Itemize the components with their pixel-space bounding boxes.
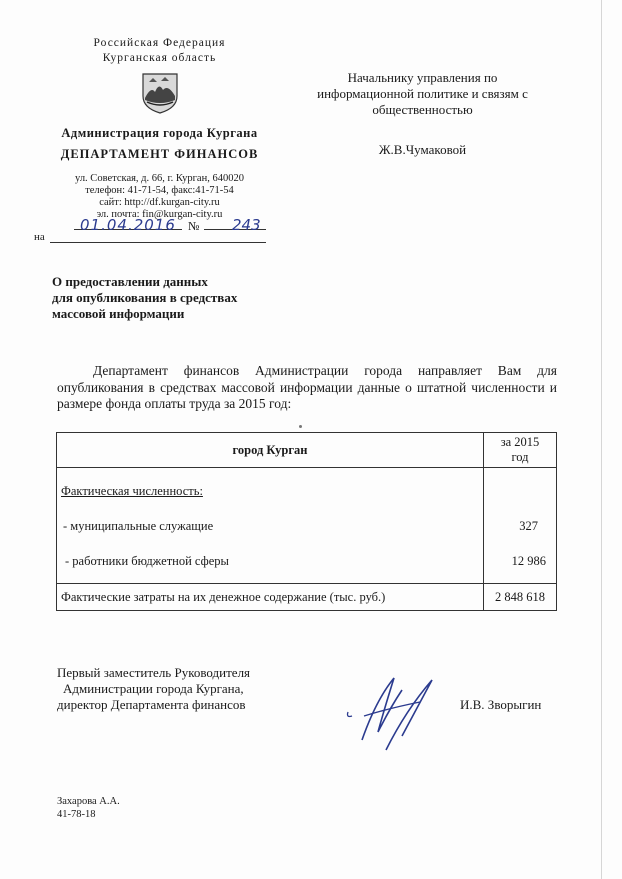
signatory-title bbox=[57, 665, 317, 713]
scan-edge bbox=[601, 0, 602, 879]
reply-underline bbox=[50, 242, 266, 243]
addressee-line-1: Начальнику управления по bbox=[347, 70, 498, 85]
table-total-row bbox=[57, 584, 557, 611]
total-value: 2 848 618 bbox=[484, 584, 557, 611]
signatory-name: И.В. Зворыгин bbox=[460, 697, 542, 712]
handwritten-date: 01.04.2016 bbox=[80, 216, 176, 234]
addressee-line-3: общественностью bbox=[372, 102, 473, 117]
handwritten-number: 243 bbox=[232, 216, 261, 234]
subject-line-1: О предоставлении данных bbox=[52, 274, 208, 289]
header-year-line-1: за 2015 bbox=[500, 435, 540, 449]
number-sign: № bbox=[188, 219, 200, 233]
headcount-cell bbox=[57, 468, 484, 584]
reply-label: на bbox=[34, 231, 45, 243]
row-budget-value: 12 986 bbox=[511, 554, 546, 568]
row-municipal-label: - муниципальные служащие bbox=[63, 519, 214, 533]
region-label: Курганская область bbox=[102, 52, 217, 64]
addressee-line-2: информационной политике и связям с bbox=[317, 86, 528, 101]
subject-block bbox=[52, 274, 292, 322]
email-line: эл. почта: fin@kurgan-city.ru bbox=[96, 209, 223, 220]
table-row bbox=[57, 468, 557, 584]
header-year bbox=[484, 433, 557, 468]
handwritten-signature bbox=[340, 670, 450, 760]
coat-of-arms-icon bbox=[141, 72, 179, 114]
letterhead bbox=[52, 36, 267, 221]
subject-line-3: массовой информации bbox=[52, 306, 185, 321]
table-header-row bbox=[57, 433, 557, 468]
values-cell bbox=[484, 468, 557, 584]
phone-line: телефон: 41-71-54, факс:41-71-54 bbox=[85, 185, 234, 196]
body-paragraph: Департамент финансов Администрации города направляет Вам для опубликования в средствах массовой информации данные о штатной численности и размере фонда оплаты труда за 2015 год: bbox=[57, 363, 557, 411]
scan-speck bbox=[299, 425, 302, 428]
addressee-block bbox=[290, 70, 555, 158]
signatory-line-2: Администрации города Кургана, bbox=[63, 681, 244, 696]
executor-block bbox=[57, 795, 120, 821]
row-budget-label: - работники бюджетной сферы bbox=[65, 554, 229, 568]
subject-line-2: для опубликования в средствах bbox=[52, 290, 238, 305]
signatory-line-1: Первый заместитель Руководителя bbox=[57, 665, 251, 680]
data-table bbox=[56, 432, 557, 611]
signatory-line-3: директор Департамента финансов bbox=[57, 697, 246, 712]
total-label: Фактические затраты на их денежное содержание (тыс. руб.) bbox=[57, 584, 484, 611]
address-line: ул. Советская, д. 66, г. Курган, 640020 bbox=[75, 173, 244, 184]
admin-title: Администрация города Кургана bbox=[61, 126, 258, 140]
row-municipal-value: 327 bbox=[519, 519, 538, 533]
executor-phone: 41-78-18 bbox=[57, 809, 96, 820]
registration-line bbox=[34, 216, 266, 242]
addressee-name: Ж.В.Чумаковой bbox=[378, 142, 467, 157]
department-title: ДЕПАРТАМЕНТ ФИНАНСОВ bbox=[60, 147, 259, 161]
contact-block bbox=[52, 173, 267, 221]
header-year-line-2: год bbox=[511, 450, 529, 464]
site-line: сайт: http://df.kurgan-city.ru bbox=[99, 197, 220, 208]
executor-name: Захарова А.А. bbox=[57, 796, 120, 807]
country-label: Российская Федерация bbox=[93, 37, 226, 49]
header-city: город Курган bbox=[57, 433, 484, 468]
headcount-label: Фактическая численность: bbox=[61, 484, 203, 498]
